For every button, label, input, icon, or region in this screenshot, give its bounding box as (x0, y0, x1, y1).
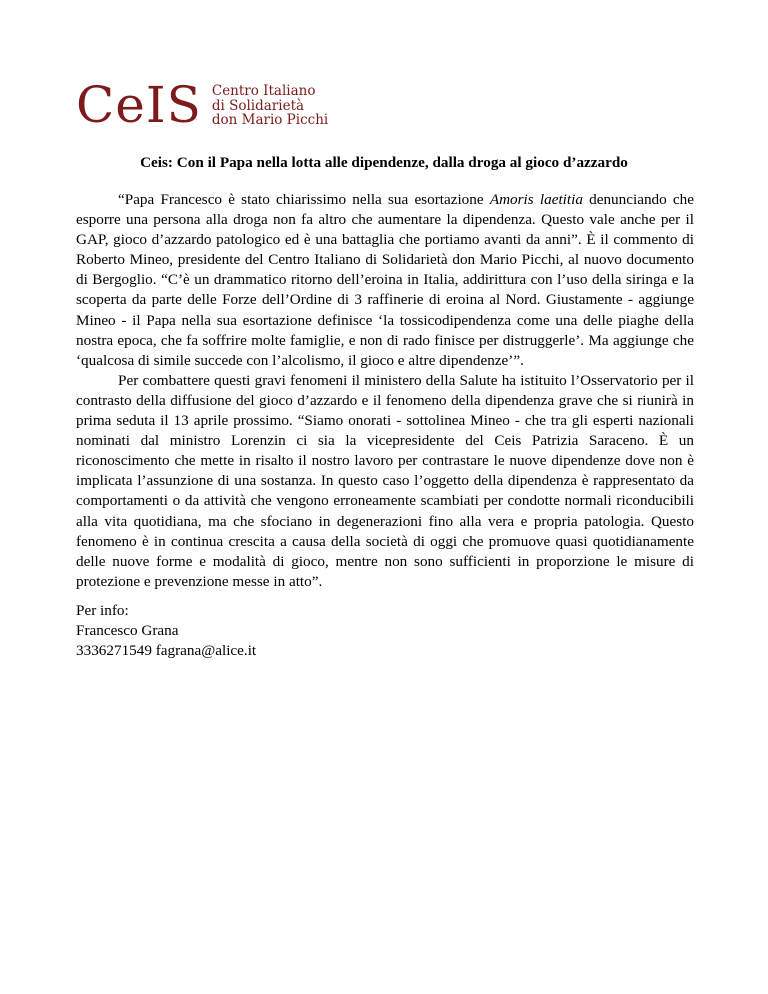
document-body (76, 190, 694, 592)
contact-name: Francesco Grana (76, 622, 179, 640)
paragraph-1 (76, 190, 694, 371)
paragraph-2: Per combattere questi gravi fenomeni il ministero della Salute ha istituito l’Osservatorio per il contrasto della diffusione del gioco d’azzardo e il fenomeno della dipendenza grave che si riunirà in prima seduta il 13 aprile prossimo. “Siamo onorati - sottolinea Mineo - che tra gli esperti nazionali nominati dal ministro Lorenzin ci sia la vicepresidente del Ceis Patrizia Saraceno. È un riconoscimento che mette in risalto il nostro lavoro per contrastare le nuove dipendenze dove non è implicata l’assunzione di una sostanza. In questo caso l’oggetto della dipendenza è rappresentato da comportamenti o da attività che vengono erroneamente scambiati per condotte normali riconducibili alla vita quotidiana, ma che sfociano in degenerazioni fino alla vera e propria patologia. Questo fenomeno è in continua crescita a causa della società di oggi che promuove quasi quotidianamente delle nuove forme e modalità di gioco, mentre non sono sufficienti in proporzione le misure di protezione e prevenzione messe in atto”. (76, 371, 694, 590)
logo-line-3: don Mario Picchi (211, 112, 329, 129)
document-title: Ceis: Con il Papa nella lotta alle dipendenze, dalla droga al gioco d’azzardo (140, 154, 628, 171)
paragraph-1-after: denunciando che esporre una persona alla droga non fa altro che aumentare la dipendenza. Questo vale anche per il GAP, gioco d’azzardo patologico ed è una battaglia che portiamo avanti da anni”. È il commento di Roberto Mineo, presidente del Centro Italiano di Solidarietà don Mario Picchi, al nuovo documento di Bergoglio. “C’è un drammatico ritorno dell’eroina in Italia, addirittura con l’uso della siringa e la scoperta da parte delle Forze dell’Ordine di 3 raffinerie di eroina al Nord. Giustamente - aggiunge Mineo - il Papa nella sua esortazione definisce ‘la tossicodipendenza come una delle piaghe della nostra epoca, che fa soffrire molte famiglie, e non di rado finisce per distruggerle’. Ma aggiunge che ‘qualcosa di simile succede con l’alcolismo, il gioco e altre dipendenze’”. (76, 191, 694, 369)
logo-line-1: Centro Italiano (211, 83, 316, 100)
logo-mark: CeIS (76, 76, 202, 134)
ceis-logo (76, 78, 328, 132)
paragraph-1-before: “Papa Francesco è stato chiarissimo nella sua esortazione (118, 191, 490, 208)
logo-org-name (212, 82, 328, 128)
contact-block (76, 601, 256, 661)
contact-label: Per info: (76, 602, 129, 619)
logo-line-2: di Solidarietà (211, 97, 305, 114)
paragraph-1-emphasis: Amoris laetitia (489, 191, 583, 208)
contact-details: 3336271549 fagrana@alice.it (76, 642, 257, 660)
